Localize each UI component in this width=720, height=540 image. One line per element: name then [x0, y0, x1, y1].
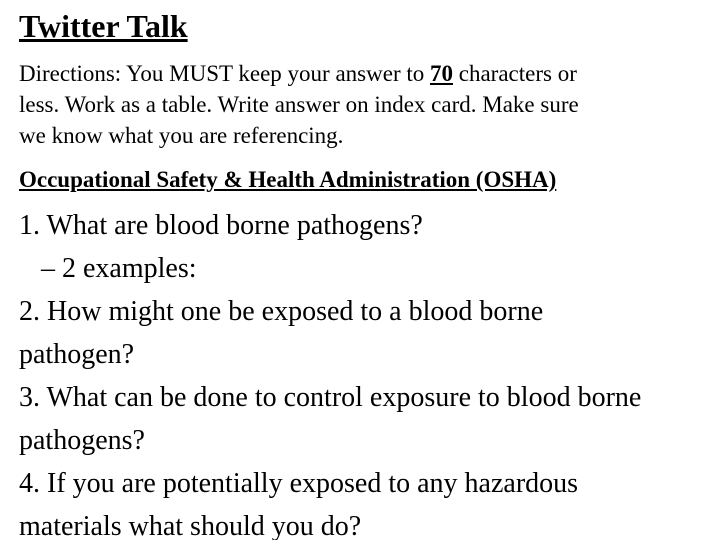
character-limit: 70: [430, 61, 453, 86]
directions-text: [19, 58, 719, 151]
question-1-subitem: – 2 examples:: [41, 253, 197, 284]
directions-line-1: [19, 58, 719, 89]
directions-line-1-end: characters or: [453, 61, 577, 86]
directions-line-3: we know what you are referencing.: [19, 123, 344, 148]
question-2-line-1: 2. How might one be exposed to a blood borne: [19, 296, 544, 327]
question-3-line-1: 3. What can be done to control exposure to blood borne: [19, 382, 642, 413]
question-3-line-2: pathogens?: [19, 425, 145, 456]
slide-title: Twitter Talk: [19, 8, 188, 44]
question-1: 1. What are blood borne pathogens?: [19, 210, 423, 241]
question-4-line-2: materials what should you do?: [19, 511, 362, 540]
question-2-line-2: pathogen?: [19, 339, 135, 370]
directions-line-2: less. Work as a table. Write answer on index card. Make sure: [19, 92, 579, 117]
question-list: [19, 204, 720, 540]
directions-line-1-start: Directions: You MUST keep your answer to: [19, 61, 430, 86]
section-subtitle: Occupational Safety & Health Administration (OSHA): [19, 167, 557, 192]
question-4-line-1: 4. If you are potentially exposed to any hazardous: [19, 468, 579, 499]
